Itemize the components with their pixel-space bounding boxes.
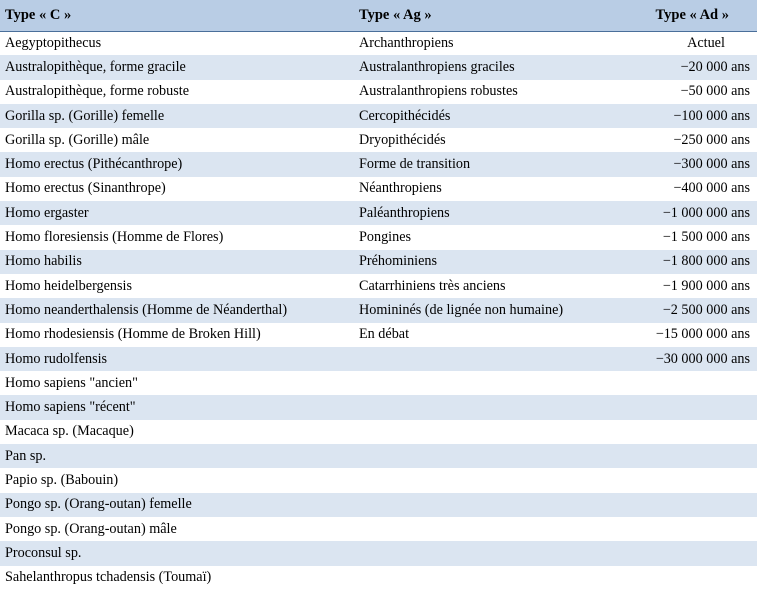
table-row <box>0 444 757 468</box>
cell-type-ag: Homininés (de lignée non humaine) <box>359 301 564 318</box>
cell-type-ag: Catarrhiniens très anciens <box>359 277 506 294</box>
table-row <box>0 323 757 347</box>
table-row <box>0 104 757 128</box>
cell-type-ad <box>617 493 757 517</box>
cell-type-c: Homo heidelbergensis <box>5 277 133 294</box>
table-row <box>0 371 757 395</box>
cell-type-ad: −1 500 000 ans <box>662 229 750 246</box>
cell-type-ag: Pongines <box>359 229 412 246</box>
cell-type-c: Homo erectus (Sinanthrope) <box>5 180 166 197</box>
cell-type-c: Homo habilis <box>5 253 82 270</box>
cell-type-ag: Forme de transition <box>359 156 471 173</box>
cell-type-ad <box>617 517 757 541</box>
cell-type-ag: Australanthropiens graciles <box>359 58 515 75</box>
cell-type-ag <box>355 347 617 371</box>
cell-type-ag <box>355 444 617 468</box>
cell-type-c: Papio sp. (Babouin) <box>5 471 119 488</box>
table-row <box>0 347 757 371</box>
cell-type-ag: En débat <box>359 326 410 343</box>
cell-type-ad: −2 500 000 ans <box>662 301 750 318</box>
cell-type-c: Gorilla sp. (Gorille) femelle <box>5 107 165 124</box>
cell-type-ag <box>355 517 617 541</box>
cell-type-ag <box>355 420 617 444</box>
cell-type-c: Proconsul sp. <box>5 544 82 561</box>
table-row <box>0 517 757 541</box>
cell-type-c: Sahelanthropus tchadensis (Toumaï) <box>5 569 212 586</box>
cell-type-c: Australopithèque, forme robuste <box>5 83 189 100</box>
cell-type-c: Aegyptopithecus <box>5 34 102 51</box>
cell-type-ag: Paléanthropiens <box>359 204 450 221</box>
cell-type-ag <box>355 371 617 395</box>
cell-type-c: Gorilla sp. (Gorille) mâle <box>5 131 150 148</box>
cell-type-c: Homo rudolfensis <box>5 350 108 367</box>
cell-type-ag <box>355 566 617 590</box>
table-row <box>0 274 757 298</box>
cell-type-ad: −1 000 000 ans <box>662 204 750 221</box>
header-type-ag: Type « Ag » <box>355 0 617 31</box>
table-row <box>0 31 757 55</box>
cell-type-ad <box>617 420 757 444</box>
cell-type-ag: Australanthropiens robustes <box>359 83 518 100</box>
cell-type-c: Pongo sp. (Orang-outan) femelle <box>5 496 192 513</box>
cell-type-c: Macaca sp. (Macaque) <box>5 423 134 440</box>
cell-type-ag: Cercopithécidés <box>359 107 451 124</box>
cell-type-ad: −1 800 000 ans <box>662 253 750 270</box>
cell-type-ad <box>617 444 757 468</box>
cell-type-ad: −250 000 ans <box>673 131 750 148</box>
cell-type-c: Pongo sp. (Orang-outan) mâle <box>5 520 177 537</box>
table-row <box>0 80 757 104</box>
table-row <box>0 177 757 201</box>
cell-type-c: Pan sp. <box>5 447 46 464</box>
cell-type-ag <box>355 541 617 565</box>
cell-type-ag <box>355 493 617 517</box>
table-row <box>0 225 757 249</box>
cell-type-ad: −30 000 000 ans <box>655 350 750 367</box>
cell-type-c: Homo erectus (Pithécanthrope) <box>5 156 183 173</box>
header-type-ad: Type « Ad » <box>617 0 757 31</box>
cell-type-ag: Néanthropiens <box>359 180 442 197</box>
table-row <box>0 55 757 79</box>
cell-type-c: Homo sapiens "récent" <box>5 399 136 416</box>
table-row <box>0 395 757 419</box>
table-row <box>0 566 757 590</box>
table-row <box>0 493 757 517</box>
table-header-row <box>0 0 757 31</box>
table-row <box>0 468 757 492</box>
cell-type-ad: −400 000 ans <box>673 180 750 197</box>
header-type-c: Type « C » <box>0 0 355 31</box>
cell-type-ad: −15 000 000 ans <box>655 326 750 343</box>
table-row <box>0 152 757 176</box>
cell-type-ad <box>617 371 757 395</box>
cell-type-c: Homo ergaster <box>5 204 89 221</box>
table-row <box>0 250 757 274</box>
cell-type-ag <box>355 395 617 419</box>
table-row <box>0 201 757 225</box>
cell-type-ad <box>617 395 757 419</box>
cell-type-ad: −300 000 ans <box>673 156 750 173</box>
cell-type-ag <box>355 468 617 492</box>
cell-type-c: Australopithèque, forme gracile <box>5 58 186 75</box>
table-row <box>0 128 757 152</box>
cell-type-ag: Préhominiens <box>359 253 438 270</box>
cell-type-ad <box>617 566 757 590</box>
cell-type-c: Homo neanderthalensis (Homme de Néanderthal) <box>5 301 288 318</box>
cell-type-ad: −1 900 000 ans <box>662 277 750 294</box>
table-row <box>0 298 757 322</box>
cell-type-ad <box>617 541 757 565</box>
cell-type-ad: −50 000 ans <box>680 83 750 100</box>
cell-type-c: Homo rhodesiensis (Homme de Broken Hill) <box>5 326 261 343</box>
cell-type-ad <box>617 468 757 492</box>
cell-type-c: Homo floresiensis (Homme de Flores) <box>5 229 224 246</box>
cell-type-ag: Archanthropiens <box>359 34 454 51</box>
table-row <box>0 541 757 565</box>
cell-type-ag: Dryopithécidés <box>359 131 446 148</box>
cell-type-c: Homo sapiens "ancien" <box>5 374 138 391</box>
cell-type-ad: Actuel <box>687 34 725 51</box>
cell-type-ad: −20 000 ans <box>680 58 750 75</box>
cell-type-ad: −100 000 ans <box>673 107 750 124</box>
table-row <box>0 420 757 444</box>
